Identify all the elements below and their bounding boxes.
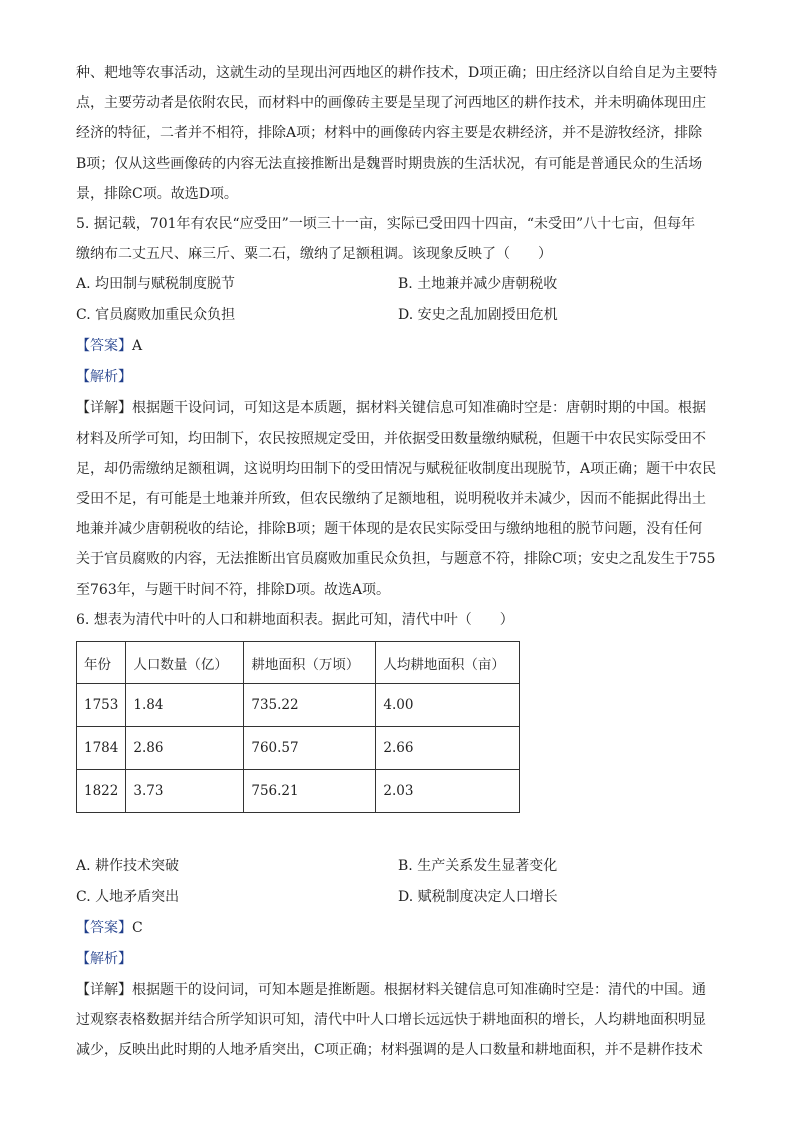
text-line: 经济的特征，二者并不相符，排除A项；材料中的画像砖内容主要是农耕经济，并不是游牧经济，排除 [76, 125, 703, 142]
question-6-options-row-2 [76, 882, 722, 913]
table-row [77, 727, 520, 770]
text-line: B项；仅从这些画像砖的内容无法直接推断出是魏晋时期贵族的生活状况，有可能是普通民众的生活场 [76, 155, 703, 172]
question-6-answer [76, 913, 722, 944]
question-5-options-row-2 [76, 300, 722, 331]
analysis-tag: 【解析】 [76, 369, 132, 386]
answer-value: C [132, 920, 143, 937]
question-5-options-row-1 [76, 269, 722, 300]
table-header-cell: 人均耕地面积（亩） [376, 642, 520, 684]
text-line: 受田不足，有可能是土地兼并所致，但农民缴纳了足额地租，说明税收并未减少，因而不能据此得出土 [76, 491, 706, 508]
table-cell: 2.86 [126, 727, 244, 770]
option-c: C. 官员腐败加重民众负担 [76, 307, 236, 324]
table-cell: 2.66 [376, 727, 520, 770]
text-line: 缴纳布二丈五尺、麻三斤、粟二石，缴纳了足额租调。该现象反映了（ ） [76, 246, 552, 263]
question-6 [76, 605, 722, 1066]
table-header-cell: 人口数量（亿） [126, 642, 244, 684]
table-header-cell: 年份 [77, 642, 126, 684]
table-header-row [77, 642, 520, 684]
question-5 [76, 209, 722, 605]
option-b: B. 生产关系发生显著变化 [398, 858, 558, 875]
answer-tag: 【答案】 [76, 920, 132, 937]
option-c: C. 人地矛盾突出 [76, 889, 180, 906]
table-cell: 735.22 [244, 684, 376, 727]
table-cell: 3.73 [126, 770, 244, 813]
question-6-stem [76, 605, 722, 635]
answer-value: A [132, 338, 143, 355]
table-row [77, 684, 520, 727]
table-cell: 756.21 [244, 770, 376, 813]
table-cell: 4.00 [376, 684, 520, 727]
text-line: 种、耙地等农事活动，这就生动的呈现出河西地区的耕作技术，D项正确；田庄经济以自给自足为主要特 [76, 65, 718, 81]
text-line: 景，排除C项。故选D项。 [76, 185, 238, 202]
table-cell: 2.03 [376, 770, 520, 813]
text-line: 材料及所学可知，均田制下，农民按照规定受田，并依据受田数量缴纳赋税，但题干中农民实际受田不 [76, 430, 706, 447]
text-line: 地兼并减少唐朝税收的结论，排除B项；题干体现的是农民实际受田与缴纳地租的脱节问题，没有任何 [76, 521, 703, 538]
text-line: 5. 据记载，701年有农民“应受田”一顷三十一亩，实际已受田四十四亩，“未受田”八十七亩，但每年 [76, 216, 696, 233]
option-d: D. 赋税制度决定人口增长 [398, 889, 558, 906]
text-line: 【详解】根据题干设问词，可知这是本质题，据材料关键信息可知准确时空是：唐朝时期的中国。根据 [76, 400, 706, 417]
table-cell: 1.84 [126, 684, 244, 727]
analysis-tag: 【解析】 [76, 951, 132, 968]
question-6-analysis-tag [76, 944, 722, 975]
option-a: A. 均田制与赋税制度脱节 [76, 276, 236, 293]
text-line: 关于官员腐败的内容，无法推断出官员腐败加重民众负担，与题意不符，排除C项；安史之乱发生于755 [76, 551, 716, 568]
option-d: D. 安史之乱加剧授田危机 [398, 307, 558, 324]
question-5-stem [76, 209, 722, 269]
question-5-detail [76, 393, 722, 604]
text-line: 至763年，与题干时间不符，排除D项。故选A项。 [76, 581, 391, 598]
exam-page [76, 58, 722, 1066]
text-line: 减少，反映出此时期的人地矛盾突出，C项正确；材料强调的是人口数量和耕地面积，并不是耕作技术 [76, 1042, 703, 1059]
option-a: A. 耕作技术突破 [76, 858, 180, 875]
text-line: 【详解】根据题干的设问词，可知本题是推断题。根据材料关键信息可知准确时空是：清代的中国。通 [76, 982, 706, 999]
text-line: 过观察表格数据并结合所学知识可知，清代中叶人口增长远远快于耕地面积的增长，人均耕地面积明显 [76, 1012, 706, 1029]
table-cell: 1784 [77, 727, 126, 770]
table-cell: 1822 [77, 770, 126, 813]
table-header-cell: 耕地面积（万顷） [244, 642, 376, 684]
text-line: 点，主要劳动者是依附农民，而材料中的画像砖主要是呈现了河西地区的耕作技术，并未明确体现田庄 [76, 95, 706, 112]
answer-tag: 【答案】 [76, 338, 132, 355]
question-5-analysis-tag [76, 362, 722, 393]
intro-paragraph [76, 58, 722, 209]
question-5-answer [76, 331, 722, 362]
text-line: 6. 想表为清代中叶的人口和耕地面积表。据此可知，清代中叶（ ） [76, 611, 514, 628]
question-6-detail [76, 975, 722, 1066]
text-line: 足，却仍需缴纳足额租调，这说明均田制下的受田情况与赋税征收制度出现脱节，A项正确；题干中农民 [76, 460, 717, 477]
table-cell: 760.57 [244, 727, 376, 770]
question-6-options-row-1 [76, 851, 722, 882]
option-b: B. 土地兼并减少唐朝税收 [398, 276, 558, 293]
population-land-table [76, 641, 520, 813]
table-row [77, 770, 520, 813]
table-cell: 1753 [77, 684, 126, 727]
